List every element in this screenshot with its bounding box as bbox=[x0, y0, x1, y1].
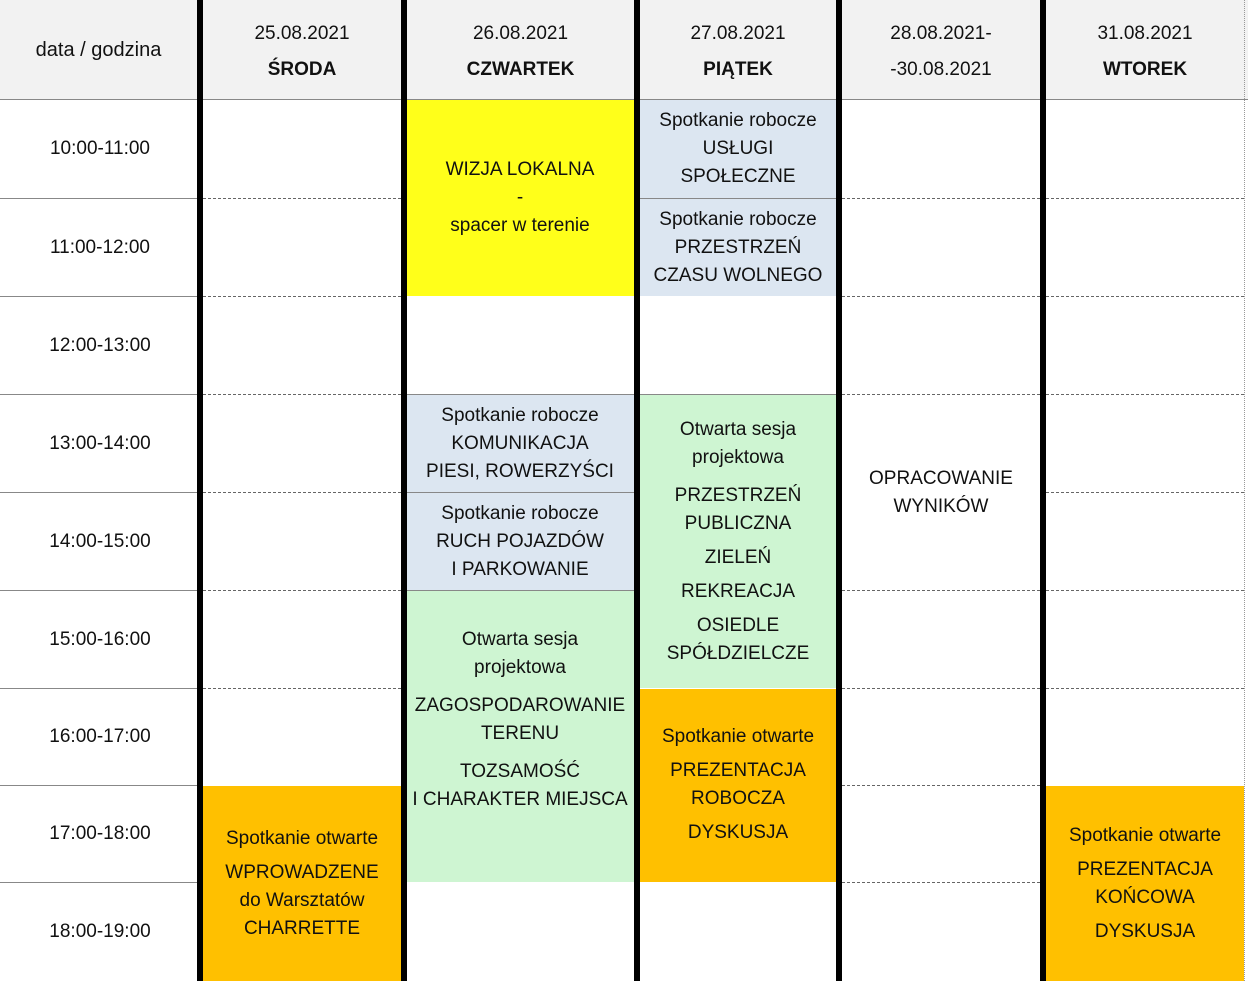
row-divider bbox=[842, 785, 1040, 786]
time-label: 14:00-15:00 bbox=[49, 530, 151, 552]
event-line: spacer w terenie bbox=[450, 215, 590, 236]
event-line: TOZSAMOŚĆ bbox=[460, 760, 580, 782]
row-divider bbox=[1046, 296, 1244, 297]
day-date: 26.08.2021 bbox=[472, 23, 569, 44]
table-border bbox=[1244, 0, 1245, 981]
corner-header bbox=[0, 0, 197, 99]
event-line: projektowa bbox=[692, 446, 784, 468]
event-line: Spotkanie otwarte bbox=[225, 827, 379, 849]
event-line: DYSKUSJA bbox=[1094, 920, 1196, 942]
column-separator bbox=[836, 0, 842, 981]
event-line: OPRACOWANIE bbox=[869, 468, 1013, 489]
event-line: OSIEDLE bbox=[696, 614, 780, 636]
row-divider bbox=[203, 198, 401, 199]
event-line: Spotkanie robocze bbox=[659, 208, 817, 230]
time-label: 17:00-18:00 bbox=[49, 823, 151, 844]
row-divider bbox=[640, 198, 836, 199]
row-divider bbox=[1046, 492, 1244, 493]
time-label: 13:00-14:00 bbox=[49, 432, 151, 454]
time-label: 12:00-13:00 bbox=[49, 334, 151, 356]
event-line: ROBOCZA bbox=[691, 788, 785, 809]
day-date: 28.08.2021- bbox=[890, 23, 992, 44]
row-divider bbox=[842, 198, 1040, 199]
time-label: 15:00-16:00 bbox=[49, 628, 151, 650]
row-divider bbox=[842, 394, 1040, 395]
day-date: 25.08.2021 bbox=[254, 23, 350, 44]
row-divider bbox=[842, 296, 1040, 297]
event-line: Otwarta sesja bbox=[679, 418, 797, 440]
day-name: WTOREK bbox=[1102, 59, 1188, 80]
day-name: ŚRODA bbox=[267, 59, 337, 80]
event-line: PIESI, ROWERZYŚCI bbox=[426, 460, 614, 482]
event-line: Otwarta sesja bbox=[461, 628, 579, 650]
time-label: 10:00-11:00 bbox=[49, 138, 150, 159]
row-divider bbox=[406, 394, 634, 395]
day-date-end: -30.08.2021 bbox=[890, 59, 992, 80]
row-divider bbox=[203, 394, 401, 395]
day-header-5 bbox=[1046, 16, 1244, 88]
day-name: PIĄTEK bbox=[703, 59, 773, 80]
row-divider bbox=[1046, 198, 1244, 199]
event-line: USŁUGI bbox=[702, 138, 774, 159]
event-line: WYNIKÓW bbox=[893, 496, 989, 517]
time-label: 16:00-17:00 bbox=[49, 726, 151, 747]
event-line: Spotkanie robocze bbox=[659, 110, 817, 131]
row-divider bbox=[203, 590, 401, 591]
column-separator bbox=[1040, 0, 1046, 981]
event-wizja-lokalna bbox=[406, 100, 634, 296]
event-line: WPROWADZENE bbox=[225, 861, 379, 883]
time-label: 18:00-19:00 bbox=[49, 921, 151, 942]
event-opracowanie-wynikow bbox=[842, 463, 1040, 523]
column-separator bbox=[634, 0, 640, 981]
event-otwarta-sesja-czwartek bbox=[406, 591, 634, 882]
event-line: WIZJA LOKALNA bbox=[445, 159, 595, 180]
event-line: ZAGOSPODAROWANIE bbox=[414, 694, 626, 716]
day-header-1 bbox=[203, 16, 401, 88]
event-line: KOŃCOWA bbox=[1095, 886, 1195, 908]
row-divider bbox=[1046, 688, 1244, 689]
event-line: - bbox=[516, 187, 524, 208]
time-label: 11:00-12:00 bbox=[49, 236, 150, 258]
day-header-4 bbox=[842, 16, 1040, 88]
event-line: ZIELEŃ bbox=[704, 546, 772, 568]
day-header-2 bbox=[407, 16, 634, 88]
row-divider bbox=[406, 590, 634, 591]
column-separator bbox=[401, 0, 407, 981]
event-line: CZASU WOLNEGO bbox=[653, 264, 823, 286]
row-divider bbox=[1046, 394, 1244, 395]
event-line: PREZENTACJA bbox=[670, 760, 806, 781]
event-line: PRZESTRZEŃ bbox=[674, 236, 802, 258]
day-header-3 bbox=[640, 16, 836, 88]
day-date: 27.08.2021 bbox=[690, 23, 786, 44]
event-otwarta-sesja-piatek bbox=[640, 395, 836, 688]
event-komunikacja bbox=[406, 395, 634, 492]
event-line: KOMUNIKACJA bbox=[451, 432, 589, 454]
event-line: I PARKOWANIE bbox=[451, 558, 589, 580]
row-divider bbox=[842, 590, 1040, 591]
day-name: CZWARTEK bbox=[466, 59, 575, 80]
event-line: SPOŁECZNE bbox=[680, 166, 796, 187]
event-line: PRZESTRZEŃ bbox=[674, 484, 802, 506]
event-przestrzen-czasu-wolnego bbox=[640, 199, 836, 296]
event-spotkanie-otwarte-sroda bbox=[203, 786, 401, 981]
event-line: PREZENTACJA bbox=[1077, 858, 1213, 880]
event-line: Spotkanie otwarte bbox=[1068, 824, 1222, 846]
event-line: CHARRETTE bbox=[243, 917, 361, 939]
row-divider bbox=[203, 688, 401, 689]
event-ruch-pojazdow bbox=[406, 493, 634, 590]
event-line: do Warsztatów bbox=[239, 889, 365, 911]
day-date: 31.08.2021 bbox=[1097, 23, 1193, 44]
event-line: Spotkanie robocze bbox=[441, 502, 599, 524]
event-spotkanie-otwarte-piatek bbox=[640, 689, 836, 882]
row-divider bbox=[203, 492, 401, 493]
event-spotkanie-otwarte-wtorek bbox=[1046, 786, 1244, 981]
event-line: SPÓŁDZIELCZE bbox=[666, 642, 810, 664]
event-line: Spotkanie robocze bbox=[441, 404, 599, 426]
event-uslugi-spoleczne bbox=[640, 100, 836, 198]
row-divider bbox=[842, 882, 1040, 883]
event-line: REKREACJA bbox=[680, 580, 796, 602]
event-line: Spotkanie otwarte bbox=[661, 726, 815, 747]
event-line: projektowa bbox=[474, 656, 566, 678]
event-line: RUCH POJAZDÓW bbox=[436, 530, 604, 552]
event-line: DYSKUSJA bbox=[687, 822, 789, 843]
row-divider bbox=[1046, 590, 1244, 591]
row-divider bbox=[640, 394, 836, 395]
corner-label: data / godzina bbox=[35, 38, 162, 61]
event-line: I CHARAKTER MIEJSCA bbox=[412, 788, 628, 810]
event-line: PUBLICZNA bbox=[684, 512, 792, 534]
row-divider bbox=[203, 296, 401, 297]
event-line: TERENU bbox=[480, 722, 560, 744]
row-divider bbox=[842, 688, 1040, 689]
row-divider bbox=[406, 492, 634, 493]
